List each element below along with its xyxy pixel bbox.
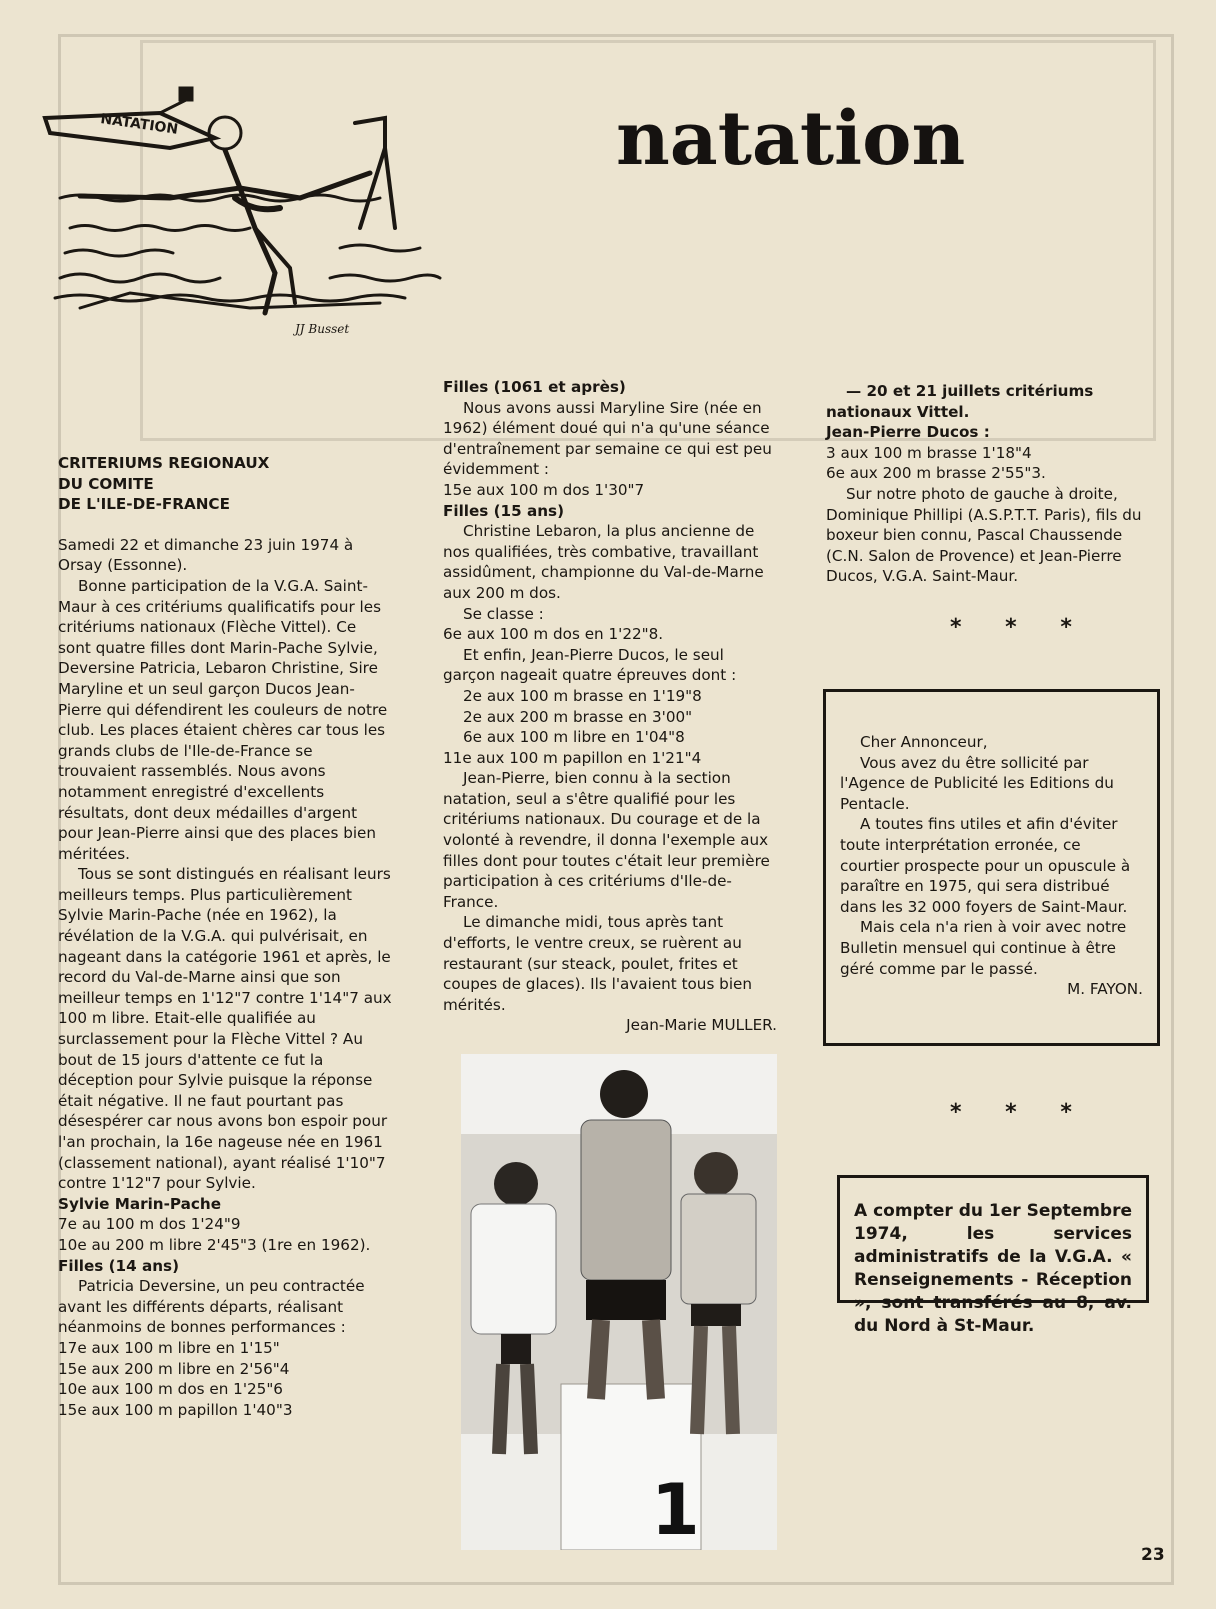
text-paragraph: Filles (1061 et après) xyxy=(443,378,626,396)
column-1-body xyxy=(58,535,392,1421)
text-paragraph: Christine Lebaron, la plus ancienne de nos qualifiées, très combative, travaillant assidûment, championne du Val-de-Marne aux 200 m dos. xyxy=(443,522,764,602)
notice-line: Vous avez du être sollicité par l'Agence de Publicité les Editions du Pentacle. xyxy=(840,753,1114,813)
text-paragraph: 6e aux 100 m dos en 1'22"8. xyxy=(443,625,664,644)
text-paragraph: 2e aux 200 m brasse en 3'00" xyxy=(463,707,693,726)
text-paragraph: Se classe : xyxy=(463,604,544,623)
text-paragraph: Le dimanche midi, tous après tant d'efforts, le ventre creux, se ruèrent au restaurant (sur steack, poulet, frites et coupes de glaces). Ils l'avaient tous bien mérités. xyxy=(443,913,753,1014)
illustration-signature: JJ Busset xyxy=(295,322,350,336)
page-number: 23 xyxy=(1141,1545,1165,1565)
column-3 xyxy=(826,381,1164,587)
text-paragraph: Jean-Pierre, bien connu à la section natation, seul a s'être qualifié pour les critériums nationaux. Du courage et de la volonté à revendre, il donna l'exemple aux filles dont pour toutes c'était leur première participation à ces critériums d'Ile-de-France. xyxy=(443,769,770,911)
column-1-heading xyxy=(58,453,392,515)
text-paragraph: Nous avons aussi Maryline Sire (née en 1962) élément doué qui n'a qu'une séance d'entraînement par semaine ce qui est peu évidemment : xyxy=(443,398,772,479)
text-paragraph: 15e aux 100 m dos 1'30"7 xyxy=(443,480,645,499)
text-paragraph: Samedi 22 et dimanche 23 juin 1974 à Orsay (Essonne). xyxy=(58,535,354,575)
text-paragraph: Tous se sont distingués en réalisant leurs meilleurs temps. Plus particulièrement Sylvie Marin-Pache (née en 1962), la révélation de la V.G.A. qui pulvérisait, en nageant dans la catégorie 1961 et après, le record du Val-de-Marne ainsi que son meilleur temps en 1'12"7 contre 1'14"7 aux 100 m libre. Etait-elle qualifiée au surclassement pour la Flèche Vittel ? Au bout de 15 jours d'attente ce fut la déception pour Sylvie puisque la réponse était négative. Il ne faut pourtant pas désespérer car nous avons bon espoir pour l'an prochain, la 16e nageuse née en 1961 (classement national), ayant réalisé 1'10"7 contre 1'12"7 pour Sylvie. xyxy=(58,865,392,1193)
column-1 xyxy=(58,453,392,1420)
heading-line: DU COMITE xyxy=(58,474,154,493)
text-paragraph: 6e aux 200 m brasse 2'55"3. xyxy=(826,464,1046,483)
podium-photo xyxy=(461,1054,777,1550)
separator-stars-1: * * * xyxy=(950,615,1090,640)
notice-transfer xyxy=(837,1175,1149,1336)
column-3-body xyxy=(826,381,1164,587)
text-paragraph: Bonne participation de la V.G.A. Saint-Maur à ces critériums qualificatifs pour les critériums nationaux (Flèche Vittel). Ce sont quatre filles dont Marin-Pache Sylvie, Deversine Patricia, Lebaron Christine, Sire Maryline et un seul garçon Ducos Jean-Pierre qui défendirent les couleurs de notre club. Les places étaient chères car tous les grands clubs de l'Ile-de-France se trouvaient rassemblés. Nous avons notamment enregistré d'excellents résultats, dont deux médailles d'argent pour Jean-Pierre ainsi que des places bien méritées. xyxy=(58,576,388,863)
text-paragraph: 6e aux 100 m libre en 1'04"8 xyxy=(463,728,685,747)
text-paragraph: 15e aux 100 m papillon 1'40"3 xyxy=(58,1400,293,1419)
notice-annonceur xyxy=(823,689,1160,1046)
text-paragraph: Jean-Marie MULLER. xyxy=(626,1016,777,1035)
text-paragraph: 10e aux 100 m dos en 1'25"6 xyxy=(58,1380,283,1399)
column-2 xyxy=(443,377,777,1036)
text-paragraph: Sur notre photo de gauche à droite, Dominique Phillipi (A.S.P.T.T. Paris), fils du boxeur bien connu, Pascal Chaussende (C.N. Salon de Provence) et Jean-Pierre Ducos, V.G.A. Saint-Maur. xyxy=(826,484,1142,586)
text-paragraph: 17e aux 100 m libre en 1'15" xyxy=(58,1338,280,1357)
heading-line: CRITERIUMS REGIONAUX xyxy=(58,454,270,472)
separator-stars-2: * * * xyxy=(950,1100,1090,1125)
podium-number: 1 xyxy=(651,1469,700,1550)
text-paragraph: — 20 et 21 juillets critériums nationaux Vittel. xyxy=(826,382,1094,421)
text-paragraph: 10e au 200 m libre 2'45"3 (1re en 1962). xyxy=(58,1235,371,1254)
text-paragraph: 11e aux 100 m papillon en 1'21"4 xyxy=(443,748,702,767)
text-paragraph: Filles (14 ans) xyxy=(58,1256,180,1275)
text-paragraph: 3 aux 100 m brasse 1'18"4 xyxy=(826,443,1032,462)
swimmer-illustration xyxy=(40,78,450,338)
text-paragraph: Sylvie Marin-Pache xyxy=(58,1194,221,1213)
illustration-caption: NATATION xyxy=(99,111,179,138)
text-paragraph: Jean-Pierre Ducos : xyxy=(826,423,990,442)
text-paragraph: Filles (15 ans) xyxy=(443,501,565,520)
notice-line: Cher Annonceur, xyxy=(860,733,988,751)
notice-transfer-text: A compter du 1er Septembre 1974, les services administratifs de la V.G.A. « Renseignements - Réception », sont transférés au 8, av. du Nord à St-Maur. xyxy=(854,1201,1132,1336)
heading-line: DE L'ILE-DE-FRANCE xyxy=(58,495,230,514)
text-paragraph: 2e aux 100 m brasse en 1'19"8 xyxy=(463,686,702,705)
column-2-body xyxy=(443,377,777,1036)
notice-signature: M. FAYON. xyxy=(1067,980,1143,999)
notice-line: A toutes fins utiles et afin d'éviter toute interprétation erronée, ce courtier prospecte pour un opuscule à paraître en 1975, qui sera distribué dans les 32 000 foyers de Saint-Maur. xyxy=(840,815,1131,916)
text-paragraph: 7e au 100 m dos 1'24"9 xyxy=(58,1215,241,1234)
text-paragraph: 15e aux 200 m libre en 2'56"4 xyxy=(58,1359,290,1378)
text-paragraph: Patricia Deversine, un peu contractée avant les différents départs, réalisant néanmoins de bonnes performances : xyxy=(58,1277,365,1337)
text-paragraph: Et enfin, Jean-Pierre Ducos, le seul garçon nageait quatre épreuves dont : xyxy=(443,645,737,685)
page-title: natation xyxy=(616,96,966,182)
notice-line: Mais cela n'a rien à voir avec notre Bulletin mensuel qui continue à être géré comme par le passé. xyxy=(840,918,1127,978)
